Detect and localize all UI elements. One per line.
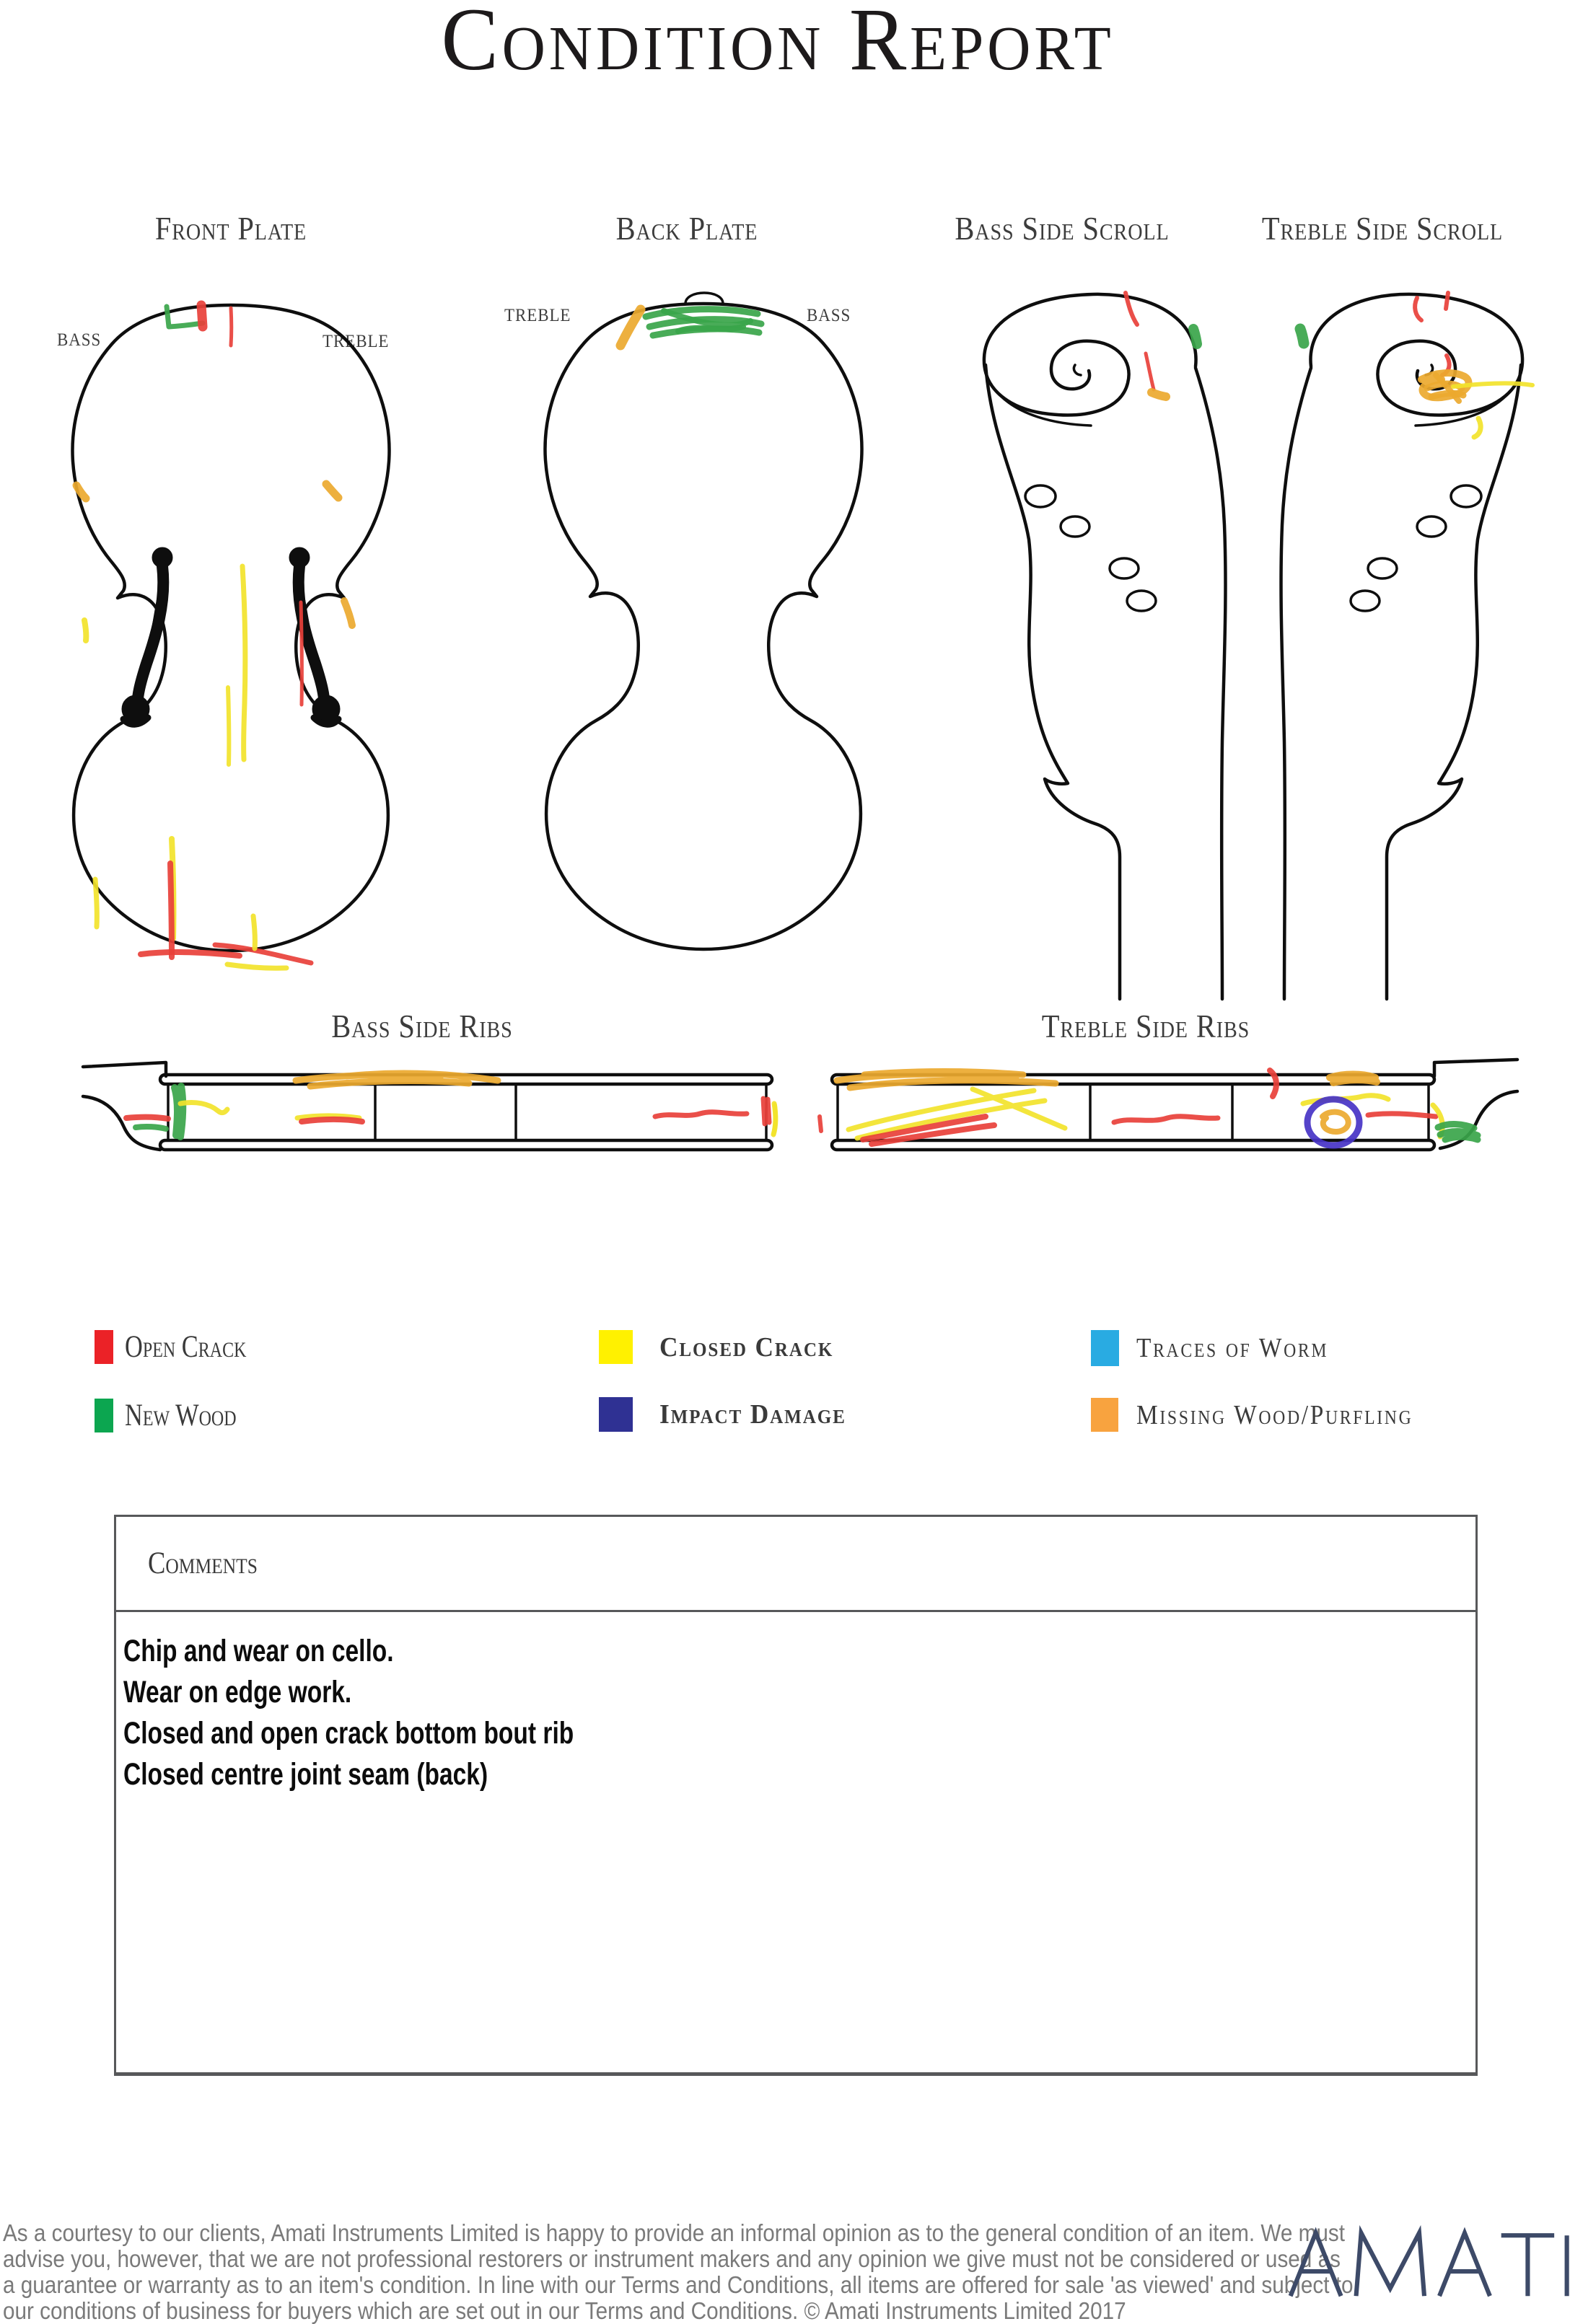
front-plate-label: Front Plate [154,210,307,247]
legend-item-missing-wood [1091,1398,1451,1432]
impact-damage-swatch [599,1397,633,1432]
legend-item-traces-of-worm [1091,1330,1354,1366]
footer-line: advise you, however, that we are not professional restorers or instrument makers and any opinion we give must not be considered or used as [3,2245,1341,2272]
footer-disclaimer [3,2219,1354,2324]
footer-line: As a courtesy to our clients, Amati Instruments Limited is happy to provide an informal opinion as to the general condition of an item. We must [3,2219,1345,2246]
comments-box [114,1515,1478,2076]
amati-logo [1289,2232,1570,2302]
treble-ribs-label: Treble Side Ribs [1041,1008,1250,1044]
legend-label: Traces of Worm [1136,1333,1329,1363]
new-wood-swatch [95,1399,113,1432]
back-plate-label: Back Plate [615,210,758,247]
comments-title: Comments [148,1546,258,1580]
impact-damage-circle [1307,1099,1359,1145]
front-plate-bass-label: BASS [57,330,102,350]
comment-line: Wear on edge work. [123,1675,352,1709]
legend-label: Missing Wood/Purfling [1136,1399,1413,1430]
treble-ribs-damage-marks [763,1070,1478,1145]
legend-label: New Wood [125,1399,237,1432]
page-title: Condition Report [441,0,1115,89]
footer-line: a guarantee or warranty as to an item's condition. In line with our Terms and Conditions, all items are offered for sale 'as viewed' and subject to [3,2271,1354,2298]
treble-ribs-diagram [756,1059,1521,1156]
traces-of-worm-swatch [1091,1330,1119,1366]
bass-scroll-label: Bass Side Scroll [955,210,1170,247]
front-plate-treble-label: TREBLE [323,332,390,351]
back-plate-treble-label: TREBLE [504,306,571,325]
legend-item-open-crack [95,1329,277,1365]
legend-label: Impact Damage [659,1399,846,1430]
legend-item-new-wood [95,1398,264,1433]
back-plate-outline [545,304,861,949]
back-plate-bass-label: BASS [807,306,851,325]
legend-item-closed-crack [599,1330,846,1364]
comment-line: Closed and open crack bottom bout rib [123,1716,574,1751]
legend-label: Open Crack [125,1330,247,1364]
open-crack-swatch [95,1330,113,1364]
front-plate-diagram [40,299,422,974]
amati-logo-letters [1291,2233,1567,2296]
comments-header [116,1517,1475,1612]
back-plate-diagram [512,285,895,959]
missing-wood-swatch [1091,1398,1118,1432]
closed-crack-swatch [599,1330,633,1364]
comment-line: Closed centre joint seam (back) [123,1757,488,1792]
back-plate-damage-marks [620,309,761,345]
legend-item-impact-damage [599,1397,860,1432]
treble-scroll-diagram [1264,287,1533,1001]
back-plate-button [685,293,723,304]
bass-ribs-label: Bass Side Ribs [331,1008,513,1044]
bass-scroll-diagram [975,287,1242,1001]
comments-body [116,1612,1475,1795]
bass-ribs-diagram [36,1059,779,1156]
legend-label: Closed Crack [659,1332,834,1363]
comment-line: Chip and wear on cello. [123,1634,394,1668]
treble-scroll-label: Treble Side Scroll [1261,210,1504,247]
footer-line: our conditions of business for buyers which are set out in our Terms and Conditions. © Amati Instruments Limited 2017 [3,2297,1126,2324]
front-plate-outline [72,305,389,951]
